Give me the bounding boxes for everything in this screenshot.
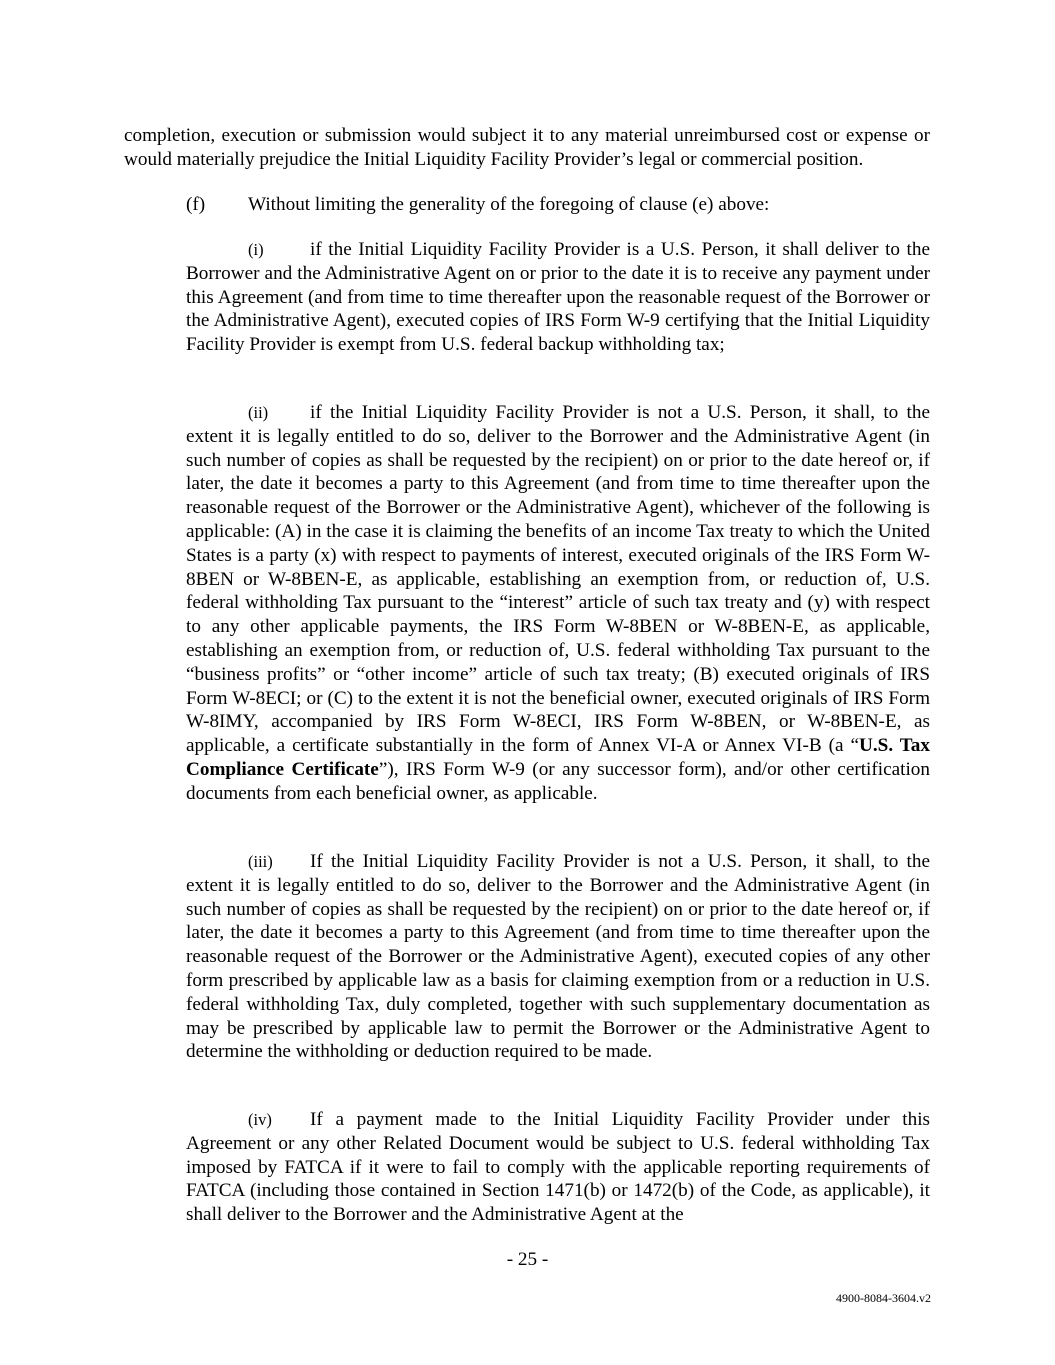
clause-ii [186, 401, 930, 806]
clause-iv-text: If a payment made to the Initial Liquidity Facility Provider under this Agreement or any other Related Document would be subject to U.S. federal withholding Tax imposed by FATCA if it were to fail to comply with the applicable reporting requirements of FATCA (including those contained in Section 1471(b) or 1472(b) of the Code, as applicable), it shall deliver to the Borrower and the Administrative Agent at the [186, 1109, 930, 1226]
lead-paragraph: completion, execution or submission would subject it to any material unreimbursed cost or expense or would materially prejudice the Initial Liquidity Facility Provider’s legal or commercial position. [124, 125, 930, 170]
clause-iii-text: If the Initial Liquidity Facility Provider is not a U.S. Person, it shall, to the extent it is legally entitled to do so, deliver to the Borrower and the Administrative Agent (in such number of copies as shall be requested by the recipient) on or prior to the date hereof or, if later, the date it becomes a party to this Agreement (and from time to time thereafter upon the reasonable request of the Borrower or the Administrative Agent), executed copies of any other form prescribed by applicable law as a basis for claiming exemption from or a reduction in U.S. federal withholding Tax, duly completed, together with such supplementary documentation as may be prescribed by applicable law to permit the Borrower or the Administrative Agent to determine the withholding or deduction required to be made. [186, 851, 930, 1063]
clause-iv [186, 1108, 930, 1227]
clause-f-text: Without limiting the generality of the foregoing of clause (e) above: [248, 194, 770, 215]
clause-ii-text: if the Initial Liquidity Facility Provider is not a U.S. Person, it shall, to the extent it is legally entitled to do so, deliver to the Borrower and the Administrative Agent (in such number of copies as shall be requested by the recipient) on or prior to the date hereof or, if later, the date it becomes a party to this Agreement (and from time to time thereafter upon the reasonable request of the Borrower or the Administrative Agent), whichever of the following is applicable: (A) in the case it is claiming the benefits of an income Tax treaty to which the United States is a party (x) with respect to payments of interest, executed originals of the IRS Form W-8BEN or W-8BEN-E, as applicable, establishing an exemption from, or reduction of, U.S. federal withholding Tax pursuant to the “interest” article of such tax treaty and (y) with respect to any other applicable payments, the IRS Form W-8BEN or W-8BEN-E, as applicable, establishing an exemption from, or reduction of, U.S. federal withholding Tax pursuant to the “business profits” or “other income” article of such tax treaty; (B) executed originals of IRS Form W-8ECI; or (C) to the extent it is not the beneficial owner, executed originals of IRS Form W-8IMY, accompanied by IRS Form W-8ECI, IRS Form W-8BEN, or W-8BEN-E, as applicable, a certificate substantially in the form of Annex VI-A or Annex VI-B (a “ [186, 402, 930, 757]
clause-ii-number: (ii) [248, 403, 269, 422]
page-number: - 25 - [506, 1249, 549, 1270]
defined-term-us-tax-compliance-certificate: U.S. Tax Compliance Certificate [186, 735, 930, 780]
clause-iii-number: (iii) [248, 852, 273, 871]
clause-ii-text-continued: ”), IRS Form W-9 (or any successor form), and/or other certification documents from each beneficial owner, as applicable. [186, 758, 930, 804]
clause-i-text: if the Initial Liquidity Facility Provider is a U.S. Person, it shall deliver to the Borrower and the Administrative Agent on or prior to the date it is to receive any payment under this Agreement (and from time to time thereafter upon the reasonable request of the Borrower or the Administrative Agent), executed copies of IRS Form W-9 certifying that the Initial Liquidity Facility Provider is exempt from U.S. federal backup withholding tax; [186, 239, 930, 356]
clause-iv-number: (iv) [248, 1110, 272, 1129]
clause-i-number: (i) [248, 240, 264, 259]
document-id: 4900-8084-3604.v2 [836, 1291, 931, 1305]
clause-f-number: (f) [186, 194, 206, 215]
clause-iii [186, 850, 930, 1064]
clause-i [186, 238, 930, 357]
clause-f [186, 193, 930, 217]
